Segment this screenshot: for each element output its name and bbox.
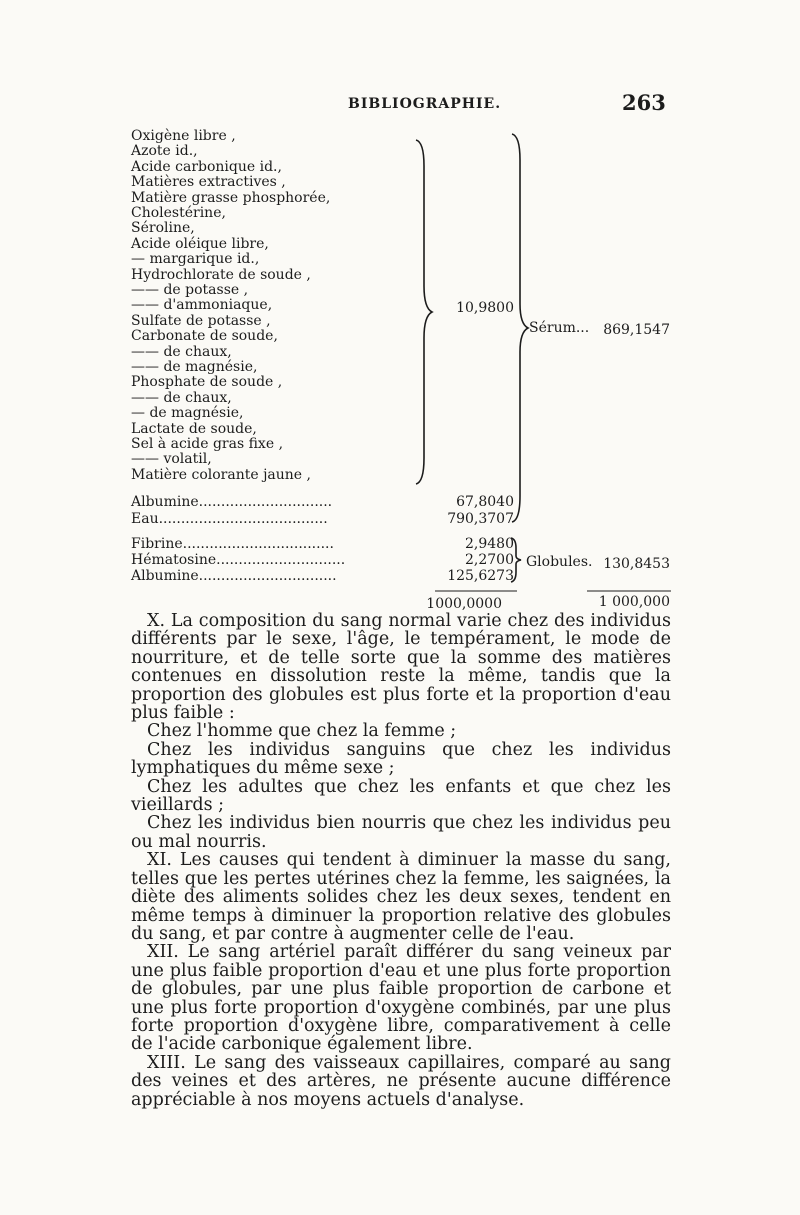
serum-component-item: Matières extractives ,	[131, 174, 286, 191]
serum-component-item: — de magnésie,	[131, 405, 244, 422]
serum-total-brace	[508, 130, 530, 526]
paragraph: X. La composition du sang normal varie chez des individus différents par le sexe, l'âge, le tempérament, le mode de nourriture, et de telle sorte que la somme des matières contenues en dissolution reste la même, tandis que la proportion des globules est plus forte et la proportion d'eau plus faible :	[131, 611, 671, 724]
serum-component-item: —— de chaux,	[131, 389, 232, 406]
globule-component-value: 2,2700	[465, 552, 514, 568]
globule-component-label: Hématosine.............................	[131, 552, 346, 568]
paragraph: Chez les adultes que chez les enfants et que chez les vieillards ;	[131, 776, 671, 816]
globule-component-label: Fibrine..................................	[131, 536, 334, 552]
serum-component-item: Azote id.,	[131, 143, 198, 160]
serum-total-value: 869,1547	[603, 322, 670, 338]
paragraph: Chez l'homme que chez la femme ;	[147, 721, 457, 742]
serum-component-item: —— de potasse ,	[131, 282, 249, 298]
serum-component-item: —— d'ammoniaque,	[131, 297, 273, 314]
page-number: 263	[622, 90, 666, 115]
paragraph: Chez les individus sanguins que chez les individus lymphatiques du même sexe ;	[131, 739, 671, 779]
serum-component-item: Acide carbonique id.,	[131, 158, 282, 175]
paragraph: Chez les individus bien nourris que chez les individus peu ou mal nourris.	[131, 813, 671, 852]
serum-component-item: —— de magnésie,	[131, 359, 258, 375]
serum-component-item: Séroline,	[131, 220, 195, 237]
serum-component-item: —— volatil,	[131, 451, 212, 468]
serum-component-item: —— de chaux,	[131, 343, 232, 360]
running-title: BIBLIOGRAPHIE.	[348, 96, 502, 112]
serum-component-item: Carbonate de soude,	[131, 328, 278, 345]
serum-component-item: Matière colorante jaune ,	[131, 466, 311, 483]
serum-component-item: Acide oléique libre,	[131, 235, 269, 252]
grand-total-globules-side: 1 000,000	[598, 594, 670, 610]
globule-component-label: Albumine...............................	[131, 568, 337, 584]
grand-total-value: 1000,0000	[426, 596, 502, 612]
serum-component-item: — margarique id.,	[131, 251, 260, 268]
albumine-value: 67,8040	[456, 494, 514, 510]
eau-label: Eau......................................	[131, 511, 328, 527]
serum-component-item: Phosphate de soude ,	[131, 374, 283, 391]
serum-component-item: Sel à acide gras fixe ,	[131, 436, 284, 452]
globule-component-value: 125,6273	[447, 568, 514, 584]
globules-brace	[508, 536, 524, 584]
albumine-label: Albumine..............................	[131, 494, 333, 510]
globule-component-value: 2,9480	[465, 536, 514, 552]
globules-total-label: Globules.	[526, 554, 593, 570]
globules-total-value: 130,8453	[603, 556, 670, 572]
serum-component-item: Matière grasse phosphorée,	[131, 189, 331, 206]
serum-component-item: Cholestérine,	[131, 205, 226, 221]
paragraph: XI. Les causes qui tendent à diminuer la masse du sang, telles que les pertes utérines chez la femme, les saignées, la diète des aliments solides chez les deux sexes, tendent en même temps à diminuer la proportion relative des globules du sang, et par contre à augmenter celle de l'eau.	[131, 850, 671, 944]
eau-value: 790,3707	[447, 511, 514, 527]
serum-component-item: Hydrochlorate de soude ,	[131, 266, 311, 283]
serum-component-item: Lactate de soude,	[131, 420, 257, 437]
serum-component-item: Sulfate de potasse ,	[131, 312, 271, 329]
paragraph: XIII. Le sang des vaisseaux capillaires, comparé au sang des veines et des artères, ne présente aucune différence appréciable à nos moyens actuels d'analyse.	[131, 1052, 671, 1110]
paragraph: XII. Le sang artériel paraît différer du sang veineux par une plus faible proportion d'eau et une plus forte proportion de globules, par une plus faible proportion de carbone et une plus forte proportion d'oxygène combinés, par une plus forte proportion d'oxygène libre, comparativement à celle de l'acide carbonique également libre.	[131, 942, 671, 1055]
body-text	[131, 612, 671, 1109]
serum-component-item: Oxigène libre ,	[131, 128, 236, 144]
serum-total-label: Sérum...	[529, 320, 590, 336]
serum-group-value: 10,9800	[456, 300, 514, 316]
